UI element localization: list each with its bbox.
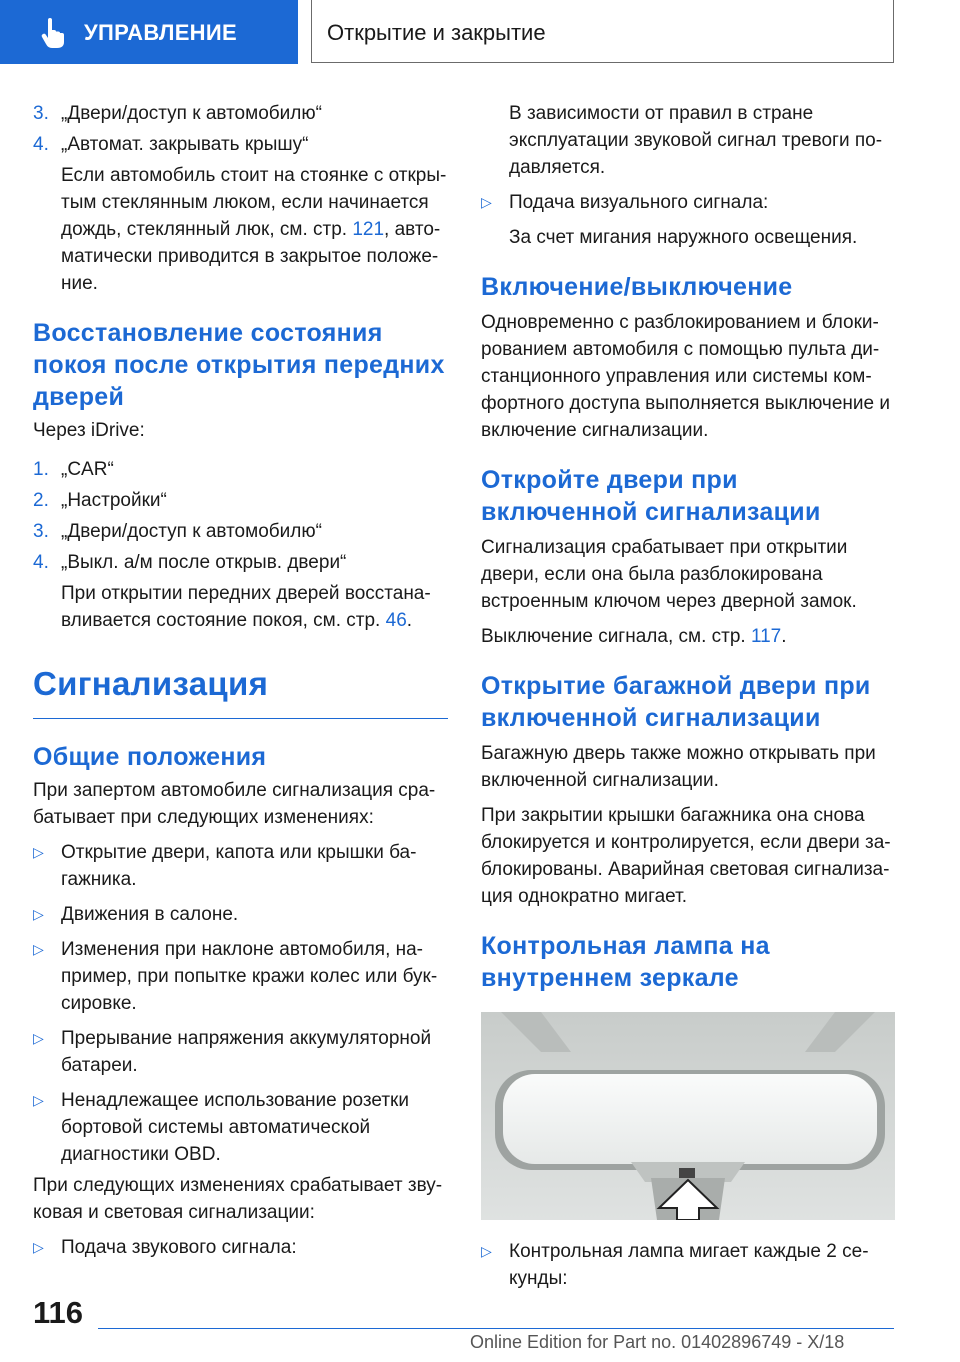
page-ref-link[interactable]: 117 — [750, 626, 782, 647]
paragraph: При закрытии крышки багажника она снова блокируется и контролируется, если двери за- блокированы. Аварийная световая сигнализа- ция однократно мигает. — [481, 805, 891, 907]
paragraph: При запертом автомобиле сигнализация сра- батывает при следующих изменениях: — [33, 780, 436, 828]
bullet-item: ▷ Подача визуального сигнала: — [481, 189, 895, 216]
list-number: 1. — [33, 459, 49, 480]
list-number: 2. — [33, 490, 49, 511]
triangle-bullet-icon: ▷ — [33, 1030, 44, 1046]
bullet-item: ▷ Ненадлежащее использование розетки бортовой системы автоматической диагностики OBD. — [33, 1087, 448, 1168]
page-ref-link[interactable]: 46 — [385, 610, 407, 631]
list-text: „Выкл. а/м после открыв. двери“ — [61, 552, 347, 573]
triangle-bullet-icon: ▷ — [33, 941, 44, 957]
heading-trunk: Открытие багажной двери при включенной сигнализации — [481, 672, 871, 732]
paragraph: При следующих изменениях срабатывает зву- ковая и световая сигнализации: — [33, 1175, 443, 1223]
rearview-mirror-illustration — [481, 1012, 895, 1220]
list-number: 3. — [33, 521, 49, 542]
triangle-bullet-icon: ▷ — [33, 1239, 44, 1255]
heading-onoff: Включение/выключение — [481, 273, 793, 301]
left-column — [33, 100, 448, 1261]
page-number: 116 — [33, 1295, 84, 1330]
heading-general: Общие положения — [33, 743, 267, 771]
section-tab[interactable] — [0, 0, 298, 64]
section-tab-label: УПРАВЛЕНИЕ — [84, 20, 237, 45]
list-item — [33, 518, 448, 545]
bullet-item: ▷ Изменения при наклоне автомобиля, на- пример, при попытке кражи колес или бук- сировке. — [33, 936, 448, 1017]
list-number: 4. — [33, 134, 49, 155]
chapter-header — [311, 0, 894, 63]
right-column — [481, 100, 895, 1292]
bullet-item: ▷ Контрольная лампа мигает каждые 2 се- кунды: — [481, 1238, 895, 1292]
hand-pointer-icon — [40, 18, 66, 48]
triangle-bullet-icon: ▷ — [481, 1243, 492, 1259]
list-text: „Двери/доступ к автомобилю“ — [61, 103, 322, 124]
footer-edition: Online Edition for Part no. 01402896749 - X/18 — [470, 1332, 845, 1352]
heading-alarm: Сигнализация — [33, 665, 269, 702]
list-item — [33, 456, 448, 483]
triangle-bullet-icon: ▷ — [33, 906, 44, 922]
list-note: При открытии передних дверей восстана- вливается состояние покоя, см. стр. 46. — [61, 583, 431, 631]
list-text: „Настройки“ — [61, 490, 167, 511]
bullet-item: ▷ Прерывание напряжения аккумуляторной батареи. — [33, 1025, 448, 1079]
list-number: 3. — [33, 103, 49, 124]
bullet-item: ▷ Подача звукового сигнала: — [33, 1234, 448, 1261]
chapter-title: Открытие и закрытие — [327, 20, 546, 45]
triangle-bullet-icon: ▷ — [33, 844, 44, 860]
list-text: „CAR“ — [61, 459, 114, 480]
list-item — [33, 100, 448, 127]
bullet-item: ▷ Движения в салоне. — [33, 901, 448, 928]
triangle-bullet-icon: ▷ — [481, 194, 492, 210]
bullet-note: В зависимости от правил в стране эксплуатации звуковой сигнал тревоги по- давляется. — [509, 103, 883, 178]
list-text: „Двери/доступ к автомобилю“ — [61, 521, 322, 542]
heading-restore: Восстановление состояния покоя после открытия передних дверей — [33, 319, 445, 411]
page-ref-link[interactable]: 121 — [352, 219, 385, 240]
paragraph: Выключение сигнала, см. стр. 117. — [481, 626, 787, 647]
heading-rule — [33, 718, 448, 719]
triangle-bullet-icon: ▷ — [33, 1092, 44, 1108]
list-note: Если автомобиль стоит на стоянке с откры- тым стеклянным люком, если начинается дождь, стеклянный люк, см. стр. 121, авто- матически приводится в закрытое положе- ние. — [61, 165, 447, 294]
heading-doors: Откройте двери при включенной сигнализации — [481, 466, 821, 526]
bullet-item: ▷ Открытие двери, капота или крышки ба- гажника. — [33, 839, 448, 893]
heading-lamp: Контрольная лампа на внутреннем зеркале — [481, 932, 770, 992]
list-text: „Автомат. закрывать крышу“ — [61, 134, 309, 155]
list-item — [33, 549, 448, 576]
paragraph: Через iDrive: — [33, 420, 145, 441]
footer-rule — [98, 1328, 894, 1329]
list-number: 4. — [33, 552, 49, 573]
paragraph: Багажную дверь также можно открывать при включенной сигнализации. — [481, 743, 876, 791]
list-item — [33, 487, 448, 514]
list-item — [33, 131, 448, 158]
paragraph: Одновременно с разблокированием и блоки- рованием автомобиля с помощью пульта ди- станционного управления или системы ком- фортного доступа выполняется выключение и включение сигнализации. — [481, 312, 890, 441]
bullet-note: За счет мигания наружного освещения. — [509, 227, 858, 248]
paragraph: Сигнализация срабатывает при открытии двери, если она была разблокирована встроенным ключом через дверной замок. — [481, 537, 857, 612]
